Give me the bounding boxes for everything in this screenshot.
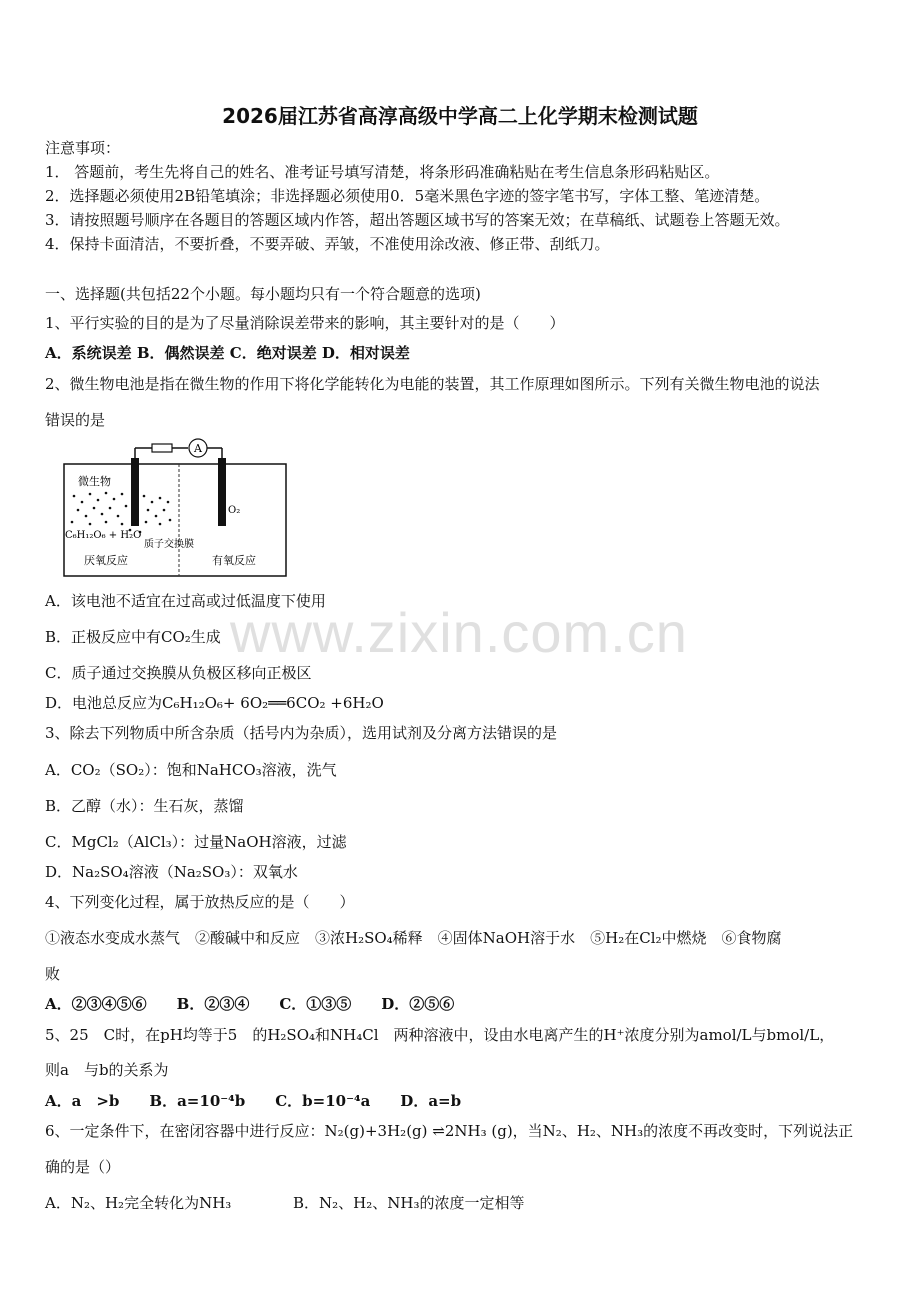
q3-option-d: D．Na₂SO₄溶液（Na₂SO₃）：双氧水 bbox=[45, 863, 298, 881]
q2-stem-2: 错误的是 bbox=[45, 411, 106, 429]
note-item-4: 4．保持卡面清洁，不要折叠，不要弄破、弄皱，不准使用涂改液、修正带、刮纸刀。 bbox=[45, 235, 610, 253]
q6-option-a: A．N₂、H₂完全转化为NH₃ bbox=[45, 1194, 232, 1212]
watermark: www.zixin.com.cn bbox=[230, 601, 688, 664]
membrane-label: 质子交换膜 bbox=[144, 539, 194, 550]
q6-stem-2: 确的是（） bbox=[45, 1158, 121, 1176]
section-heading: 一、选择题(共包括22个小题。每小题均只有一个符合题意的选项) bbox=[45, 285, 481, 303]
q2-option-d: D．电池总反应为C₆H₁₂O₆+ 6O₂══6CO₂ +6H₂O bbox=[45, 694, 384, 712]
q3-option-c: C．MgCl₂（AlCl₃）：过量NaOH溶液，过滤 bbox=[45, 833, 347, 851]
notes-heading: 注意事项： bbox=[45, 139, 121, 157]
q2-option-b: B．正极反应中有CO₂生成 bbox=[45, 628, 221, 646]
q5-options: A．a >b B．a=10⁻⁴b C．b=10⁻⁴a D．a=b bbox=[45, 1092, 462, 1110]
q6-stem-1: 6、一定条件下，在密闭容器中进行反应：N₂(g)+3H₂(g) ⇌2NH₃ (g)，当N₂、H₂、NH₃的浓度不再改变时，下列说法正 bbox=[45, 1122, 854, 1140]
q2-option-a: A．该电池不适宜在过高或过低温度下使用 bbox=[45, 592, 326, 610]
q1-options: A．系统误差 B．偶然误差 C．绝对误差 D．相对误差 bbox=[45, 344, 410, 362]
q6-option-b: B．N₂、H₂、NH₃的浓度一定相等 bbox=[293, 1194, 525, 1212]
q4-stem: 4、下列变化过程，属于放热反应的是（ ） bbox=[45, 893, 355, 911]
q4-list-1: ①液态水变成水蒸气 ②酸碱中和反应 ③浓H₂SO₄稀释 ④固体NaOH溶于水 ⑤H₂在Cl₂中燃烧 ⑥食物腐 bbox=[45, 929, 782, 947]
q5-stem-2: 则a 与b的关系为 bbox=[45, 1061, 169, 1079]
q5-stem-1: 5、25 C时，在pH均等于5 的H₂SO₄和NH₄Cl 两种溶液中，设由水电离产生的H⁺浓度分别为amol/L与bmol/L， bbox=[45, 1026, 835, 1044]
reactants-label: C₆H₁₂O₆ + H₂O bbox=[65, 530, 142, 541]
resistor-icon bbox=[152, 444, 172, 452]
microbes-label: 微生物 bbox=[78, 475, 111, 488]
cathode-electrode bbox=[218, 458, 226, 526]
q3-option-a: A．CO₂（SO₂）：饱和NaHCO₃溶液，洗气 bbox=[45, 761, 337, 779]
note-item-2: 2．选择题必须使用2B铅笔填涂；非选择题必须使用0．5毫米黑色字迹的签字笔书写，字体工整、笔迹清楚。 bbox=[45, 187, 770, 205]
oxygen-label: O₂ bbox=[228, 505, 241, 516]
q3-stem: 3、除去下列物质中所含杂质（括号内为杂质），选用试剂及分离方法错误的是 bbox=[45, 724, 558, 742]
page-title: 2026届江苏省高淳高级中学高二上化学期末检测试题 bbox=[222, 104, 698, 128]
microbe-dots bbox=[71, 492, 172, 534]
q1-stem: 1、平行实验的目的是为了尽量消除误差带来的影响，其主要针对的是（ ） bbox=[45, 314, 565, 332]
aerobic-label: 有氧反应 bbox=[212, 554, 256, 567]
ammeter-label: A bbox=[194, 442, 202, 455]
note-item-3: 3．请按照题号顺序在各题目的答题区域内作答，超出答题区域书写的答案无效；在草稿纸、试题卷上答题无效。 bbox=[45, 211, 790, 229]
note-item-1: 1． 答题前，考生先将自己的姓名、准考证号填写清楚，将条形码准确粘贴在考生信息条形码粘贴区。 bbox=[45, 163, 720, 181]
anaerobic-label: 厌氧反应 bbox=[84, 554, 128, 567]
q3-option-b: B．乙醇（水）：生石灰，蒸馏 bbox=[45, 797, 244, 815]
q4-list-2: 败 bbox=[45, 965, 61, 983]
q2-option-c: C．质子通过交换膜从负极区移向正极区 bbox=[45, 664, 312, 682]
q4-options: A．②③④⑤⑥ B．②③④ C．①③⑤ D．②⑤⑥ bbox=[45, 995, 455, 1013]
anode-electrode bbox=[131, 458, 139, 526]
microbial-cell-diagram bbox=[60, 436, 292, 580]
q2-stem-1: 2、微生物电池是指在微生物的作用下将化学能转化为电能的装置，其工作原理如图所示。下列有关微生物电池的说法 bbox=[45, 375, 820, 393]
